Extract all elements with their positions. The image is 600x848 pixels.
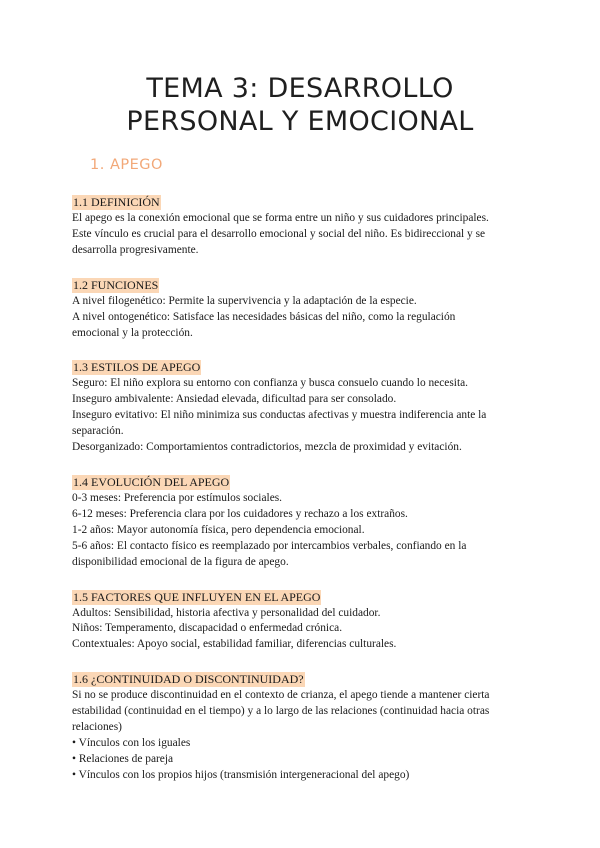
text-line: Este vínculo es crucial para el desarrollo emocional y social del niño. Es bidireccional y se	[72, 227, 486, 240]
subsection	[72, 670, 532, 783]
text-line: emocional y la protección.	[72, 326, 193, 339]
text-line: 5-6 años: El contacto físico es reemplazado por intercambios verbales, confiando en la	[72, 539, 467, 552]
text-line: A nivel filogenético: Permite la supervivencia y la adaptación de la especie.	[72, 294, 417, 307]
text-line: Si no se produce discontinuidad en el contexto de crianza, el apego tiende a mantener cierta	[72, 689, 490, 702]
subsection	[72, 588, 532, 654]
subsection-heading: 1.3 ESTILOS DE APEGO	[73, 360, 201, 375]
text-line: 0-3 meses: Preferencia por estímulos sociales.	[72, 491, 283, 504]
text-line: Seguro: El niño explora su entorno con confianza y busca consuelo cuando lo necesita.	[72, 377, 469, 390]
section-heading: 1. APEGO	[90, 157, 163, 173]
text-line: • Vínculos con los iguales	[72, 736, 191, 749]
title-line-2: PERSONAL Y EMOCIONAL	[126, 106, 474, 137]
subsection	[72, 473, 532, 571]
text-line: • Vínculos con los propios hijos (transmisión intergeneracional del apego)	[72, 768, 410, 781]
subsection-heading: 1.5 FACTORES QUE INFLUYEN EN EL APEGO	[73, 589, 321, 604]
text-line: Contextuales: Apoyo social, estabilidad familiar, diferencias culturales.	[72, 638, 397, 651]
text-line: relaciones)	[72, 721, 122, 734]
subsection-heading: 1.2 FUNCIONES	[73, 277, 159, 292]
text-line: Inseguro evitativo: El niño minimiza sus conductas afectivas y muestra indiferencia ante la	[72, 409, 487, 422]
text-line: estabilidad (continuidad en el tiempo) y a lo largo de las relaciones (continuidad hacia otras	[72, 705, 490, 718]
subsection	[72, 276, 532, 342]
text-line: 6-12 meses: Preferencia clara por los cuidadores y rechazo a los extraños.	[72, 507, 408, 520]
page-title	[0, 72, 600, 138]
subsection	[72, 193, 532, 259]
text-line: separación.	[72, 425, 124, 438]
title-line-1: TEMA 3: DESARROLLO	[146, 73, 454, 104]
text-line: A nivel ontogenético: Satisface las necesidades básicas del niño, como la regulación	[72, 310, 456, 323]
text-line: • Relaciones de pareja	[72, 752, 174, 765]
text-line: El apego es la conexión emocional que se forma entre un niño y sus cuidadores principales.	[72, 212, 489, 224]
content-body	[72, 193, 532, 801]
text-line: 1-2 años: Mayor autonomía física, pero dependencia emocional.	[72, 523, 365, 536]
text-line: Desorganizado: Comportamientos contradictorios, mezcla de proximidad y evitación.	[72, 441, 462, 454]
text-line: disponibilidad emocional de la figura de apego.	[72, 555, 289, 568]
subsection	[72, 358, 532, 456]
text-line: Inseguro ambivalente: Ansiedad elevada, dificultad para ser consolado.	[72, 393, 397, 406]
text-line: Adultos: Sensibilidad, historia afectiva y personalidad del cuidador.	[72, 606, 381, 619]
text-line: desarrolla progresivamente.	[72, 243, 199, 256]
subsection-heading: 1.6 ¿CONTINUIDAD O DISCONTINUIDAD?	[73, 672, 304, 687]
subsection-heading: 1.4 EVOLUCIÓN DEL APEGO	[73, 474, 230, 489]
subsection-heading: 1.1 DEFINICIÓN	[73, 195, 160, 209]
text-line: Niños: Temperamento, discapacidad o enfermedad crónica.	[72, 622, 343, 635]
